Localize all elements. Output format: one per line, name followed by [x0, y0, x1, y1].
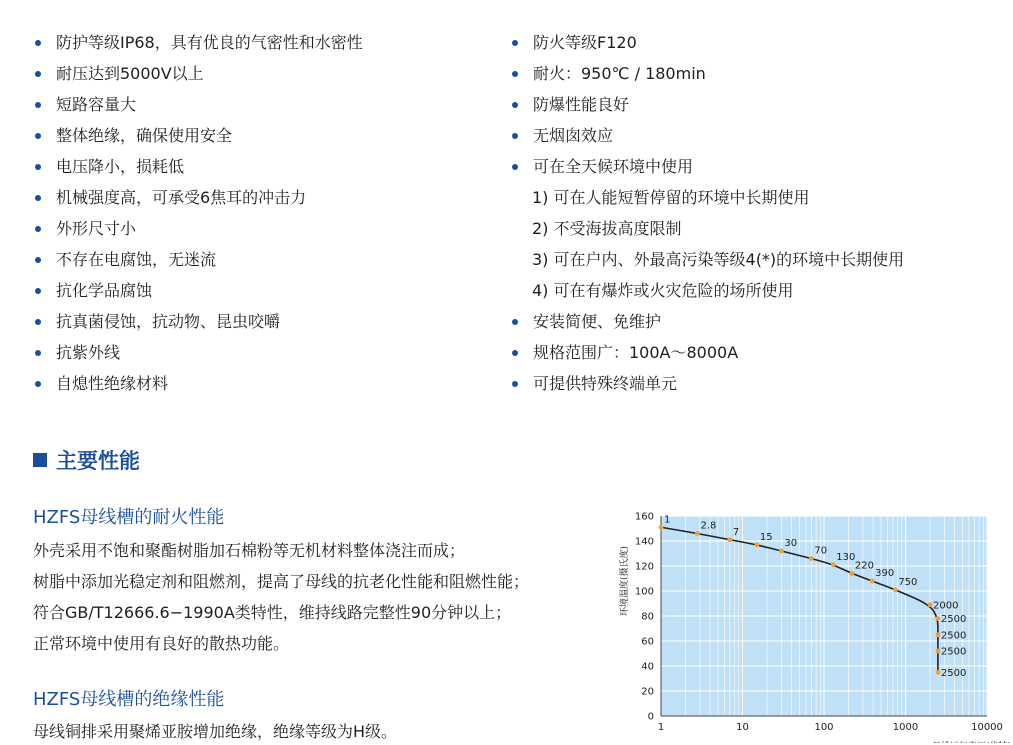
data-label: 2000 [933, 600, 959, 612]
feature-text: 耐火：950℃ / 180min [533, 64, 706, 83]
data-label: 2500 [940, 667, 967, 679]
bullet-icon [35, 319, 41, 325]
feature-subitem [510, 186, 1000, 217]
square-bullet-icon [33, 453, 47, 467]
bullet-icon [512, 133, 518, 139]
feature-item [33, 93, 493, 124]
data-point [936, 649, 941, 654]
y-tick-label: 140 [634, 536, 654, 548]
bullet-icon [35, 381, 41, 387]
data-label: 220 [854, 560, 875, 572]
feature-text: 防爆性能良好 [533, 95, 630, 114]
feature-text: 安装简便、免维护 [533, 312, 662, 331]
data-label: 70 [814, 545, 828, 557]
section-title-text: 主要性能 [56, 449, 140, 473]
bullet-icon [512, 102, 518, 108]
feature-item [510, 155, 1000, 186]
bullet-icon [35, 71, 41, 77]
feature-item [33, 124, 493, 155]
feature-text: 耐压达到5000V以上 [56, 64, 204, 83]
feature-text: 不存在电腐蚀，无迷流 [56, 250, 217, 269]
feature-text: 抗紫外线 [56, 343, 121, 362]
data-point [936, 670, 941, 675]
y-tick-label: 120 [634, 561, 654, 573]
feature-text: 机械强度高，可承受6焦耳的冲击力 [56, 188, 307, 207]
data-point [936, 616, 941, 621]
feature-item [510, 341, 1000, 372]
feature-text: 整体绝缘，确保使用安全 [56, 126, 233, 145]
bullet-icon [512, 40, 518, 46]
feature-item [33, 279, 493, 310]
feature-text: 1) 可在人能短暂停留的环境中长期使用 [532, 188, 810, 207]
bullet-icon [512, 71, 518, 77]
x-tick-label: 1000 [892, 722, 919, 733]
feature-item [510, 31, 1000, 62]
feature-item [33, 372, 493, 403]
data-label: 2500 [940, 646, 967, 658]
x-tick-label: 1 [657, 722, 665, 733]
data-label: 2500 [940, 630, 967, 642]
data-point [936, 632, 941, 637]
feature-item [33, 217, 493, 248]
x-tick-label: 100 [814, 722, 834, 733]
feature-item [510, 62, 1000, 93]
x-tick-label: 10000 [971, 722, 1003, 733]
y-tick-label: 60 [641, 636, 654, 648]
feature-text: 防火等级F120 [533, 33, 637, 52]
x-tick-label: 10 [736, 722, 749, 733]
paragraph-line: 树脂中添加光稳定剂和阻燃剂，提高了母线的抗老化性能和阻燃性能； [33, 572, 530, 591]
bullet-icon [512, 381, 518, 387]
y-tick-label: 100 [634, 586, 654, 598]
bullet-icon [35, 288, 41, 294]
bullet-icon [512, 350, 518, 356]
bullet-icon [35, 164, 41, 170]
data-point [659, 525, 664, 530]
feature-item [510, 124, 1000, 155]
right-feature-list [510, 31, 1000, 403]
data-point [727, 537, 732, 542]
feature-subitem [510, 248, 1000, 279]
bullet-icon [35, 133, 41, 139]
feature-text: 电压降小，损耗低 [56, 157, 185, 176]
insulation-heading: HZFS母线槽的绝缘性能 [33, 689, 225, 710]
fire-resistance-heading: HZFS母线槽的耐火性能 [33, 507, 225, 528]
data-label: 7 [732, 526, 740, 538]
feature-item [510, 310, 1000, 341]
feature-item [33, 248, 493, 279]
section-title [33, 445, 140, 475]
feature-text: 防护等级IP68，具有优良的气密性和水密性 [56, 33, 363, 52]
paragraph-line: 符合GB/T12666.6−1990A类特性，维持线路完整性90分钟以上； [33, 603, 512, 622]
feature-item [33, 341, 493, 372]
bullet-icon [35, 350, 41, 356]
y-tick-label: 20 [641, 686, 654, 698]
data-label: 2500 [940, 614, 967, 625]
fire-resistance-paragraph [33, 538, 603, 662]
y-tick-label: 80 [641, 611, 654, 623]
feature-text: 无烟囱效应 [533, 126, 614, 145]
feature-text: 可提供特殊终端单元 [533, 374, 678, 393]
feature-subitem [510, 217, 1000, 248]
data-point [695, 531, 700, 536]
data-point [870, 579, 875, 584]
feature-text: 抗真菌侵蚀，抗动物、昆虫咬嚼 [56, 312, 281, 331]
feature-text: 短路容量大 [56, 95, 137, 114]
bullet-icon [35, 195, 41, 201]
data-label: 390 [875, 568, 895, 579]
bullet-icon [35, 226, 41, 232]
paragraph-line: 正常环境中使用有良好的散热功能。 [33, 634, 290, 653]
bullet-icon [35, 40, 41, 46]
feature-text: 规格范围广：100A～8000A [533, 343, 739, 362]
feature-text: 3) 可在户内、外最高污染等级4(*)的环境中长期使用 [532, 250, 905, 269]
bullet-icon [35, 257, 41, 263]
feature-item [33, 310, 493, 341]
temperature-voltage-chart [612, 506, 1013, 743]
feature-text: 2) 不受海拔高度限制 [532, 219, 682, 238]
feature-item [33, 155, 493, 186]
data-label: 750 [898, 576, 918, 588]
data-label: 130 [836, 551, 856, 563]
feature-item [33, 62, 493, 93]
data-point [809, 556, 814, 561]
feature-text: 抗化学品腐蚀 [56, 281, 153, 300]
feature-item [33, 31, 493, 62]
data-point [754, 542, 759, 547]
feature-item [510, 93, 1000, 124]
data-point [779, 549, 784, 554]
feature-item [33, 186, 493, 217]
feature-text: 4) 可在有爆炸或火灾危险的场所使用 [532, 281, 794, 300]
data-point [831, 562, 836, 567]
feature-item [510, 372, 1000, 403]
feature-text: 可在全天候环境中使用 [533, 157, 694, 176]
feature-text: 外形尺寸小 [56, 219, 137, 238]
bullet-icon [35, 102, 41, 108]
feature-subitem [510, 279, 1000, 310]
y-tick-label: 0 [647, 711, 654, 723]
y-tick-label: 40 [641, 661, 654, 673]
bullet-icon [512, 319, 518, 325]
data-point [850, 571, 855, 576]
insulation-paragraph: 母线铜排采用聚烯亚胺增加绝缘，绝缘等级为H级。 [33, 722, 398, 741]
data-point [893, 587, 898, 592]
data-point [928, 602, 933, 607]
data-label: 2.8 [700, 520, 717, 532]
paragraph-line: 外壳采用不饱和聚酯树脂加石棉粉等无机材料整体浇注而成； [33, 541, 466, 560]
bullet-icon [512, 164, 518, 170]
data-label: 15 [759, 531, 773, 543]
left-feature-list [33, 31, 493, 403]
y-axis-label: 环境温度(摄氏度) [620, 545, 630, 617]
feature-text: 自熄性绝缘材料 [56, 374, 169, 393]
data-label: 1 [664, 514, 671, 526]
data-label: 30 [784, 538, 798, 549]
y-tick-label: 160 [634, 511, 654, 523]
